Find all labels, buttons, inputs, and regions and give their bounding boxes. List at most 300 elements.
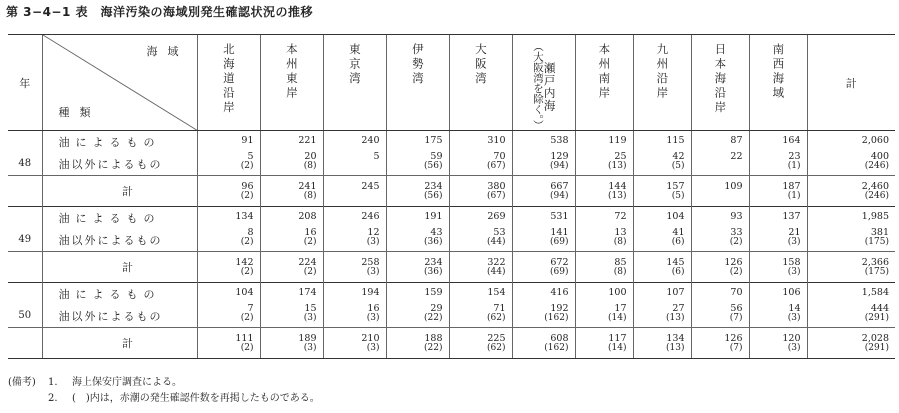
corner-header — [42, 35, 197, 131]
red-tide-count: (2) — [240, 191, 254, 202]
count-value: 608 — [550, 333, 569, 345]
value-cell — [323, 328, 386, 359]
table-title: 第 3−4−1 表 海洋汚染の海域別発生確認状況の推移 — [6, 5, 314, 19]
red-tide-count: (5) — [671, 191, 685, 202]
count-value: 142 — [235, 257, 254, 269]
red-tide-count: (14) — [608, 343, 627, 354]
region-header-label: 計 — [845, 76, 857, 90]
value-cell — [691, 252, 749, 283]
note-index: 1. — [48, 377, 58, 388]
count-value: 15 — [304, 302, 317, 314]
count-value: 22 — [730, 150, 743, 162]
count-value: 189 — [298, 333, 317, 345]
red-tide-count: (3) — [787, 236, 801, 247]
table-row — [8, 252, 895, 283]
region-header — [197, 35, 260, 131]
value-cell — [512, 152, 575, 176]
count-value: 115 — [666, 135, 685, 147]
value-cell — [386, 228, 449, 252]
region-header — [633, 35, 691, 131]
red-tide-count: (62) — [487, 343, 506, 354]
region-header — [323, 35, 386, 131]
count-value: 154 — [487, 287, 506, 299]
value-cell — [323, 304, 386, 328]
value-cell — [449, 228, 512, 252]
red-tide-count: (3) — [366, 236, 380, 247]
red-tide-count: (94) — [550, 191, 569, 202]
table-row — [8, 328, 895, 359]
value-cell — [807, 207, 895, 228]
count-value: 20 — [304, 150, 317, 162]
red-tide-count: (2) — [303, 236, 317, 247]
value-cell — [449, 176, 512, 207]
red-tide-count: (2) — [729, 267, 743, 278]
count-value: 245 — [361, 181, 380, 193]
red-tide-count: (2) — [240, 160, 254, 171]
red-tide-count: (13) — [666, 343, 685, 354]
red-tide-count: (175) — [864, 236, 889, 247]
red-tide-count: (69) — [550, 236, 569, 247]
red-tide-count: (56) — [424, 191, 443, 202]
count-value: 672 — [550, 257, 569, 269]
region-header — [749, 35, 807, 131]
year-cell: 50 — [8, 283, 42, 328]
sea-area-label: 海域 — [146, 45, 189, 58]
value-cell — [197, 207, 260, 228]
count-value: 380 — [487, 181, 506, 193]
count-value: 1,584 — [861, 287, 889, 299]
value-cell — [633, 304, 691, 328]
table-row — [8, 228, 895, 252]
red-tide-count: (5) — [671, 160, 685, 171]
count-value: 310 — [487, 135, 506, 147]
red-tide-count: (162) — [544, 343, 569, 354]
table-row — [8, 283, 895, 304]
count-value: 8 — [247, 226, 254, 238]
red-tide-count: (36) — [424, 236, 443, 247]
value-cell — [449, 304, 512, 328]
count-value: 106 — [782, 287, 801, 299]
value-cell — [260, 207, 323, 228]
count-value: 188 — [424, 333, 443, 345]
count-value: 109 — [724, 181, 743, 193]
count-value: 119 — [608, 135, 627, 147]
count-value: 400 — [870, 150, 889, 162]
red-tide-count: (3) — [787, 312, 801, 323]
value-cell — [197, 152, 260, 176]
value-cell — [749, 252, 807, 283]
count-value: 538 — [550, 135, 569, 147]
count-value: 13 — [614, 226, 627, 238]
count-value: 225 — [487, 333, 506, 345]
value-cell — [323, 131, 386, 152]
value-cell — [633, 228, 691, 252]
region-header-label: 東京湾 — [347, 43, 362, 87]
value-cell — [749, 328, 807, 359]
value-cell — [197, 283, 260, 304]
count-value: 25 — [614, 150, 627, 162]
red-tide-count: (246) — [864, 191, 889, 202]
value-cell — [575, 328, 633, 359]
value-cell — [807, 152, 895, 176]
count-value: 224 — [298, 257, 317, 269]
value-cell — [633, 131, 691, 152]
category-label: 計 — [42, 252, 197, 283]
value-cell — [323, 228, 386, 252]
count-value: 2,366 — [861, 257, 889, 269]
value-cell — [449, 283, 512, 304]
count-value: 192 — [550, 302, 569, 314]
count-value: 175 — [424, 135, 443, 147]
red-tide-count: (2) — [729, 236, 743, 247]
red-tide-count: (2) — [240, 312, 254, 323]
count-value: 667 — [550, 181, 569, 193]
count-value: 164 — [782, 135, 801, 147]
value-cell — [323, 176, 386, 207]
count-value: 120 — [782, 333, 801, 345]
count-value: 134 — [666, 333, 685, 345]
value-cell — [807, 304, 895, 328]
red-tide-count: (291) — [864, 312, 889, 323]
red-tide-count: (6) — [671, 236, 685, 247]
red-tide-count: (2) — [240, 236, 254, 247]
count-value: 144 — [608, 181, 627, 193]
value-cell — [512, 283, 575, 304]
region-header — [260, 35, 323, 131]
region-header — [575, 35, 633, 131]
value-cell — [512, 131, 575, 152]
value-cell — [575, 283, 633, 304]
value-cell — [197, 252, 260, 283]
table-row — [8, 304, 895, 328]
pollution-table — [8, 34, 895, 359]
value-cell — [575, 131, 633, 152]
count-value: 134 — [235, 211, 254, 223]
value-cell — [260, 304, 323, 328]
count-value: 96 — [241, 181, 254, 193]
red-tide-count: (3) — [366, 312, 380, 323]
count-value: 56 — [730, 302, 743, 314]
notes-head: (備考) — [8, 377, 36, 388]
region-header — [807, 35, 895, 131]
value-cell — [386, 176, 449, 207]
count-value: 210 — [361, 333, 380, 345]
category-label: 油によるもの — [42, 131, 197, 152]
red-tide-count: (3) — [787, 343, 801, 354]
value-cell — [260, 328, 323, 359]
red-tide-count: (22) — [424, 312, 443, 323]
red-tide-count: (36) — [424, 267, 443, 278]
count-value: 70 — [730, 287, 743, 299]
count-value: 159 — [424, 287, 443, 299]
count-value: 2,060 — [861, 135, 889, 147]
category-label: 油以外によるもの — [42, 152, 197, 176]
count-value: 234 — [424, 181, 443, 193]
red-tide-count: (8) — [613, 267, 627, 278]
value-cell — [575, 228, 633, 252]
count-value: 2,028 — [861, 333, 889, 345]
value-cell — [633, 328, 691, 359]
table-row — [8, 176, 895, 207]
count-value: 126 — [724, 257, 743, 269]
red-tide-count: (246) — [864, 160, 889, 171]
red-tide-count: (7) — [729, 343, 743, 354]
value-cell — [386, 252, 449, 283]
value-cell — [691, 131, 749, 152]
count-value: 381 — [870, 226, 889, 238]
value-cell — [260, 228, 323, 252]
value-cell — [575, 207, 633, 228]
value-cell — [749, 228, 807, 252]
count-value: 137 — [782, 211, 801, 223]
year-cell: 48 — [8, 131, 42, 176]
red-tide-count: (14) — [608, 312, 627, 323]
count-value: 234 — [424, 257, 443, 269]
value-cell — [575, 152, 633, 176]
count-value: 129 — [550, 150, 569, 162]
count-value: 72 — [614, 211, 627, 223]
count-value: 241 — [298, 181, 317, 193]
value-cell — [749, 176, 807, 207]
red-tide-count: (2) — [240, 343, 254, 354]
value-cell — [512, 252, 575, 283]
count-value: 16 — [367, 302, 380, 314]
value-cell — [691, 228, 749, 252]
red-tide-count: (162) — [544, 312, 569, 323]
count-value: 141 — [550, 226, 569, 238]
count-value: 191 — [424, 211, 443, 223]
count-value: 43 — [430, 226, 443, 238]
red-tide-count: (22) — [424, 343, 443, 354]
red-tide-count: (3) — [366, 267, 380, 278]
value-cell — [512, 304, 575, 328]
value-cell — [691, 207, 749, 228]
value-cell — [633, 283, 691, 304]
red-tide-count: (67) — [487, 191, 506, 202]
value-cell — [386, 152, 449, 176]
region-header-note: （大阪湾を除く。） — [531, 41, 544, 131]
value-cell — [512, 228, 575, 252]
count-value: 174 — [298, 287, 317, 299]
value-cell — [633, 207, 691, 228]
count-value: 246 — [361, 211, 380, 223]
value-cell — [749, 131, 807, 152]
red-tide-count: (44) — [487, 267, 506, 278]
category-label: 油によるもの — [42, 283, 197, 304]
red-tide-count: (3) — [366, 343, 380, 354]
count-value: 23 — [788, 150, 801, 162]
red-tide-count: (3) — [303, 343, 317, 354]
value-cell — [449, 131, 512, 152]
table-row — [8, 152, 895, 176]
count-value: 93 — [730, 211, 743, 223]
value-cell — [197, 228, 260, 252]
count-value: 100 — [608, 287, 627, 299]
red-tide-count: (3) — [787, 267, 801, 278]
value-cell — [449, 152, 512, 176]
count-value: 14 — [788, 302, 801, 314]
count-value: 322 — [487, 257, 506, 269]
count-value: 444 — [870, 302, 889, 314]
count-value: 5 — [373, 150, 380, 162]
count-value: 70 — [493, 150, 506, 162]
count-value: 208 — [298, 211, 317, 223]
value-cell — [323, 252, 386, 283]
value-cell — [691, 283, 749, 304]
kind-label: 種類 — [58, 106, 101, 120]
count-value: 12 — [367, 226, 380, 238]
count-value: 187 — [782, 181, 801, 193]
red-tide-count: (44) — [487, 236, 506, 247]
count-value: 157 — [666, 181, 685, 193]
count-value: 269 — [487, 211, 506, 223]
value-cell — [386, 131, 449, 152]
count-value: 59 — [430, 150, 443, 162]
value-cell — [260, 152, 323, 176]
region-header — [512, 35, 575, 131]
count-value: 126 — [724, 333, 743, 345]
value-cell — [512, 207, 575, 228]
value-cell — [197, 131, 260, 152]
value-cell — [197, 328, 260, 359]
count-value: 240 — [361, 135, 380, 147]
count-value: 104 — [666, 211, 685, 223]
count-value: 194 — [361, 287, 380, 299]
value-cell — [807, 328, 895, 359]
count-value: 33 — [730, 226, 743, 238]
region-header — [386, 35, 449, 131]
category-label: 油以外によるもの — [42, 228, 197, 252]
value-cell — [691, 304, 749, 328]
region-header-label: 伊勢湾 — [410, 43, 425, 87]
count-value: 42 — [672, 150, 685, 162]
note-index: 2. — [48, 393, 58, 404]
value-cell — [323, 283, 386, 304]
count-value: 107 — [666, 287, 685, 299]
region-header-label: 北海道沿岸 — [221, 43, 236, 116]
count-value: 1,985 — [861, 211, 889, 223]
count-value: 17 — [614, 302, 627, 314]
value-cell — [197, 304, 260, 328]
count-value: 53 — [493, 226, 506, 238]
value-cell — [749, 283, 807, 304]
count-value: 221 — [298, 135, 317, 147]
red-tide-count: (6) — [671, 267, 685, 278]
category-label: 油によるもの — [42, 207, 197, 228]
value-cell — [691, 176, 749, 207]
value-cell — [197, 176, 260, 207]
value-cell — [691, 328, 749, 359]
region-header-label: 本州南岸 — [597, 43, 612, 101]
note-line-1 — [8, 375, 320, 391]
red-tide-count: (175) — [864, 267, 889, 278]
count-value: 71 — [493, 302, 506, 314]
red-tide-count: (1) — [787, 191, 801, 202]
count-value: 145 — [666, 257, 685, 269]
region-header-label: 南西海域 — [771, 43, 786, 101]
value-cell — [386, 207, 449, 228]
count-value: 416 — [550, 287, 569, 299]
red-tide-count: (8) — [303, 160, 317, 171]
region-header-label: 大阪湾 — [473, 43, 488, 87]
count-value: 21 — [788, 226, 801, 238]
count-value: 531 — [550, 211, 569, 223]
note-text: ( )内は，赤潮の発生確認件数を再掲したものである。 — [72, 393, 320, 404]
value-cell — [323, 207, 386, 228]
red-tide-count: (56) — [424, 160, 443, 171]
category-label: 計 — [42, 176, 197, 207]
value-cell — [633, 176, 691, 207]
value-cell — [749, 207, 807, 228]
value-cell — [691, 152, 749, 176]
red-tide-count: (69) — [550, 267, 569, 278]
table-row — [8, 131, 895, 152]
red-tide-count: (62) — [487, 312, 506, 323]
red-tide-count: (7) — [729, 312, 743, 323]
notes — [8, 375, 320, 407]
red-tide-count: (67) — [487, 160, 506, 171]
table-row — [8, 207, 895, 228]
region-header — [449, 35, 512, 131]
count-value: 29 — [430, 302, 443, 314]
note-line-2 — [8, 391, 320, 407]
count-value: 104 — [235, 287, 254, 299]
value-cell — [260, 252, 323, 283]
value-cell — [633, 252, 691, 283]
value-cell — [575, 304, 633, 328]
value-cell — [807, 283, 895, 304]
value-cell — [449, 328, 512, 359]
value-cell — [386, 283, 449, 304]
value-cell — [512, 328, 575, 359]
red-tide-count: (291) — [864, 343, 889, 354]
region-header-label: 瀬戸内海 — [542, 61, 557, 112]
value-cell — [575, 252, 633, 283]
count-value: 7 — [247, 302, 254, 314]
value-cell — [807, 131, 895, 152]
value-cell — [807, 252, 895, 283]
note-text: 海上保安庁調査による。 — [72, 377, 182, 388]
value-cell — [575, 176, 633, 207]
red-tide-count: (8) — [613, 236, 627, 247]
value-cell — [260, 283, 323, 304]
count-value: 2,460 — [861, 181, 889, 193]
count-value: 258 — [361, 257, 380, 269]
red-tide-count: (13) — [608, 160, 627, 171]
red-tide-count: (13) — [608, 191, 627, 202]
value-cell — [260, 176, 323, 207]
count-value: 91 — [241, 135, 254, 147]
red-tide-count: (94) — [550, 160, 569, 171]
year-header: 年 — [8, 35, 42, 131]
region-header-label: 九州沿岸 — [655, 43, 670, 101]
value-cell — [807, 228, 895, 252]
count-value: 85 — [614, 257, 627, 269]
value-cell — [749, 152, 807, 176]
count-value: 87 — [730, 135, 743, 147]
value-cell — [386, 328, 449, 359]
value-cell — [633, 152, 691, 176]
region-header-label: 日本海沿岸 — [713, 43, 728, 116]
count-value: 111 — [235, 333, 254, 345]
count-value: 117 — [608, 333, 627, 345]
value-cell — [449, 252, 512, 283]
red-tide-count: (13) — [666, 312, 685, 323]
red-tide-count: (2) — [240, 267, 254, 278]
value-cell — [260, 131, 323, 152]
value-cell — [512, 176, 575, 207]
value-cell — [449, 207, 512, 228]
